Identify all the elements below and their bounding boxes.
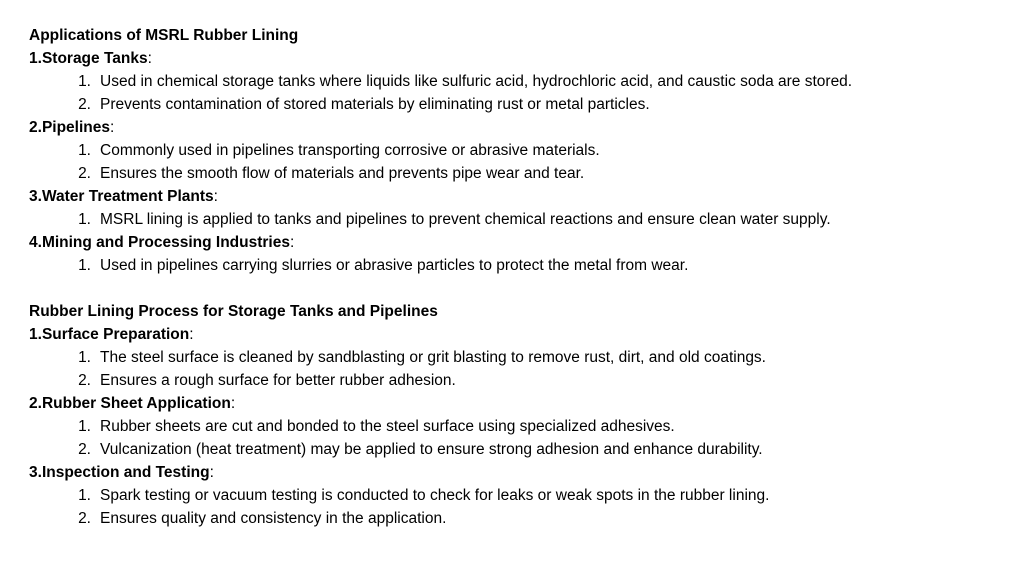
list-item-text: MSRL lining is applied to tanks and pipelines to prevent chemical reactions and ensure clean water supply.	[100, 211, 831, 228]
list-item-text: Ensures the smooth flow of materials and prevents pipe wear and tear.	[100, 165, 585, 182]
group-number: 4.	[29, 234, 42, 251]
group-title: Mining and Processing Industries	[41, 234, 290, 251]
list-item-text: Ensures a rough surface for better rubber adhesion.	[100, 372, 456, 389]
list-item: 1. MSRL lining is applied to tanks and pipelines to prevent chemical reactions and ensure clean water supply.	[29, 208, 1009, 231]
list-item-text: Vulcanization (heat treatment) may be applied to ensure strong adhesion and enhance durability.	[100, 441, 763, 458]
section-heading-applications: Applications of MSRL Rubber Lining	[29, 27, 299, 44]
list-item: 1. Used in chemical storage tanks where liquids like sulfuric acid, hydrochloric acid, and caustic soda are stored.	[29, 70, 1009, 93]
section-spacer	[29, 277, 1009, 300]
group-pipelines: 2.Pipelines:	[29, 119, 115, 136]
group-title: Rubber Sheet Application	[41, 395, 231, 412]
section-heading-process: Rubber Lining Process for Storage Tanks and Pipelines	[29, 303, 438, 320]
list-item-text: Ensures quality and consistency in the application.	[100, 510, 447, 527]
list-item-text: Used in chemical storage tanks where liquids like sulfuric acid, hydrochloric acid, and caustic soda are stored.	[100, 73, 853, 90]
list-item: 2. Vulcanization (heat treatment) may be applied to ensure strong adhesion and enhance durability.	[29, 438, 1009, 461]
list-item-text: Prevents contamination of stored materials by eliminating rust or metal particles.	[100, 96, 650, 113]
list-item: 1. Used in pipelines carrying slurries or abrasive particles to protect the metal from wear.	[29, 254, 1009, 277]
group-number: 1.	[29, 50, 42, 67]
list-item: 1. Rubber sheets are cut and bonded to the steel surface using specialized adhesives.	[29, 415, 1009, 438]
list-item-text: Commonly used in pipelines transporting corrosive or abrasive materials.	[100, 142, 600, 159]
list-item-text: Spark testing or vacuum testing is conducted to check for leaks or weak spots in the rubber lining.	[100, 487, 770, 504]
list-item: 2. Prevents contamination of stored materials by eliminating rust or metal particles.	[29, 93, 1009, 116]
list-item-text: Used in pipelines carrying slurries or abrasive particles to protect the metal from wear.	[100, 257, 689, 274]
slide-content	[29, 24, 1009, 530]
list-item: 1. Commonly used in pipelines transporting corrosive or abrasive materials.	[29, 139, 1009, 162]
group-number: 3.	[29, 188, 42, 205]
group-water-treatment: 3.Water Treatment Plants:	[29, 188, 218, 205]
group-number: 2.	[29, 119, 42, 136]
group-title: Storage Tanks	[41, 50, 148, 67]
list-item: 2. Ensures the smooth flow of materials and prevents pipe wear and tear.	[29, 162, 1009, 185]
group-number: 2.	[29, 395, 42, 412]
group-inspection-testing: 3.Inspection and Testing:	[29, 464, 214, 481]
group-title: Inspection and Testing	[41, 464, 210, 481]
group-rubber-sheet-application: 2.Rubber Sheet Application:	[29, 395, 236, 412]
group-surface-preparation: 1.Surface Preparation:	[29, 326, 194, 343]
list-item: 1. Spark testing or vacuum testing is conducted to check for leaks or weak spots in the rubber lining.	[29, 484, 1009, 507]
list-item: 1. The steel surface is cleaned by sandblasting or grit blasting to remove rust, dirt, and old coatings.	[29, 346, 1009, 369]
list-item: 2. Ensures quality and consistency in the application.	[29, 507, 1009, 530]
group-mining: 4.Mining and Processing Industries:	[29, 234, 295, 251]
group-number: 3.	[29, 464, 42, 481]
group-title: Pipelines	[41, 119, 110, 136]
group-storage-tanks: 1.Storage Tanks:	[29, 50, 152, 67]
group-title: Surface Preparation	[41, 326, 190, 343]
group-title: Water Treatment Plants	[41, 188, 214, 205]
list-item-text: The steel surface is cleaned by sandblasting or grit blasting to remove rust, dirt, and old coatings.	[100, 349, 766, 366]
list-item-text: Rubber sheets are cut and bonded to the steel surface using specialized adhesives.	[100, 418, 675, 435]
group-number: 1.	[29, 326, 42, 343]
list-item: 2. Ensures a rough surface for better rubber adhesion.	[29, 369, 1009, 392]
